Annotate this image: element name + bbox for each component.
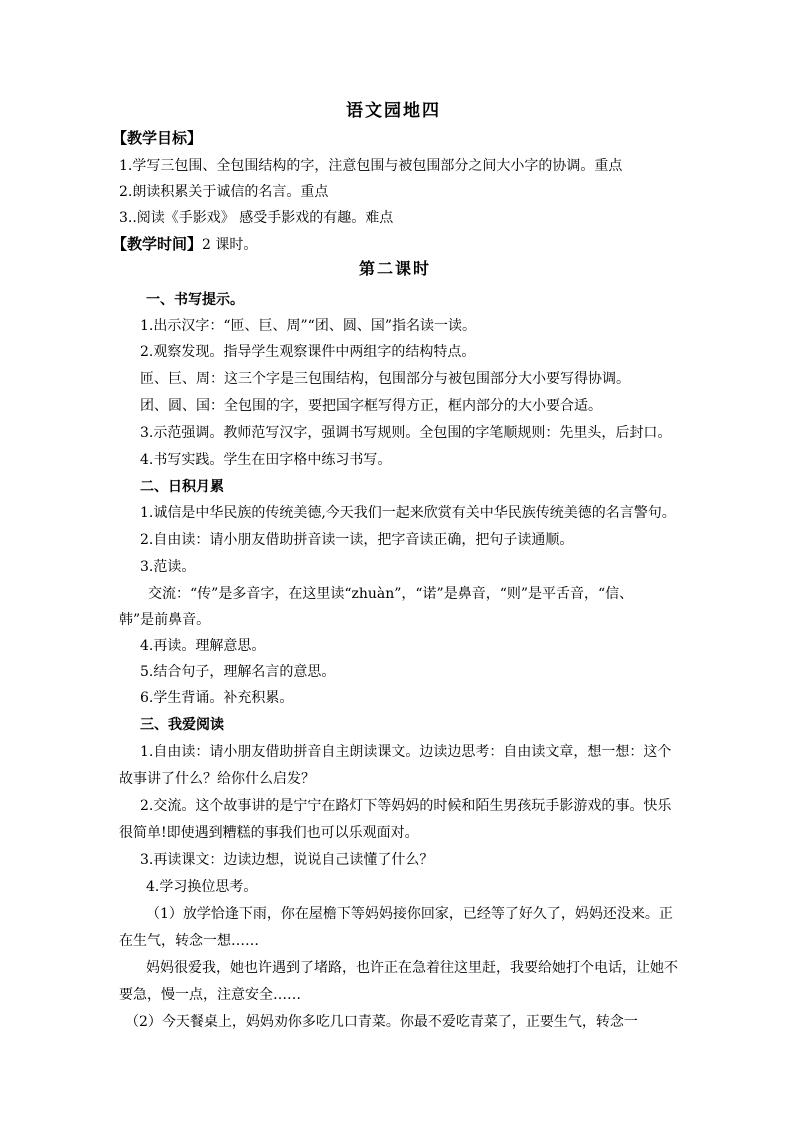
section2-line: 5.结合句子，理解名言的意思。 <box>140 664 336 680</box>
document-title: 语文园地四 <box>346 101 441 121</box>
section2-line: 4.再读。理解意思。 <box>140 638 266 654</box>
section1-line: 1.出示汉字：“匝、巨、周”“团、圆、国”指名读一读。 <box>140 318 476 334</box>
section1-heading: 一、书写提示。 <box>146 292 244 308</box>
section2-line: 2.自由读：请小朋友借助拼音读一读，把字音读正确，把句子读通顺。 <box>140 532 574 548</box>
section2-line: 韩”是前鼻音。 <box>119 612 211 628</box>
section2-heading: 二、日积月累 <box>140 479 224 495</box>
section2-line: 3.范读。 <box>140 559 196 575</box>
goal-item: 3..阅读《手影戏》 感受手影戏的有趣。难点 <box>119 210 394 226</box>
section3-line: （1）放学恰逢下雨，你在屋檐下等妈妈接你回家，已经等了好久了，妈妈还没来。正 <box>146 906 673 922</box>
section3-line: 4.学习换位思考。 <box>146 879 258 895</box>
time-heading: 【教学时间】 <box>112 235 203 253</box>
section2-line: 交流：“传”是多音字，在这里读“zhuàn”，“诺”是鼻音，“则”是平舌音，“信、 <box>148 586 634 602</box>
section1-line: 匝、巨、周：这三个字是三包围结构，包围部分与被包围部分大小要写得协调。 <box>140 371 630 387</box>
section1-line: 3.示范强调。教师范写汉字，强调书写规则。全包围的字笔顺规则：先里头，后封口。 <box>140 425 672 441</box>
time-line <box>112 234 257 255</box>
section1-line: 4.书写实践。学生在田字格中练习书写。 <box>140 452 392 468</box>
section1-line: 2.观察发现。指导学生观察课件中两组字的结构特点。 <box>140 344 476 360</box>
section3-line: 1.自由读：请小朋友借助拼音自主朗读课文。边读边思考：自由读文章，想一想：这个 <box>140 744 672 760</box>
goal-item: 1.学写三包围、全包围结构的字，注意包围与被包围部分之间大小字的协调。重点 <box>119 158 623 174</box>
goal-item: 2.朗读积累关于诚信的名言。重点 <box>119 184 329 200</box>
section2-line: 1.诚信是中华民族的传统美德,今天我们一起来欣赏有关中华民族传统美德的名言警句。 <box>140 505 676 521</box>
section2-line: 6.学生背诵。补充积累。 <box>140 690 294 706</box>
section3-line: 妈妈很爱我，她也许遇到了堵路，也许正在急着往这里赶，我要给她打个电话，让她不 <box>146 960 678 976</box>
section3-line: 要急，慢一点，注意安全…… <box>119 987 301 1003</box>
section3-heading: 三、我爱阅读 <box>140 717 224 733</box>
section3-line: 2.交流。这个故事讲的是宁宁在路灯下等妈妈的时候和陌生男孩玩手影游戏的事。快乐 <box>140 798 672 814</box>
goals-heading: 【教学目标】 <box>112 129 203 147</box>
section3-line: 在生气，转念一想…… <box>119 933 259 949</box>
section3-line: 很简单!即使遇到糟糕的事我们也可以乐观面对。 <box>119 825 419 841</box>
section3-line: 3.再读课文：边读边想，说说自己读懂了什么？ <box>140 852 434 868</box>
lesson-title: 第二课时 <box>359 259 432 278</box>
section3-line: （2）今天餐桌上，妈妈劝你多吃几口青菜。你最不爱吃青菜了，正要生气，转念一 <box>125 1014 638 1030</box>
time-value: 2 课时。 <box>202 237 258 253</box>
section3-line: 故事讲了什么？给你什么启发？ <box>119 771 315 787</box>
section1-line: 团、圆、国：全包围的字，要把国字框写得方正，框内部分的大小要合适。 <box>140 398 602 414</box>
